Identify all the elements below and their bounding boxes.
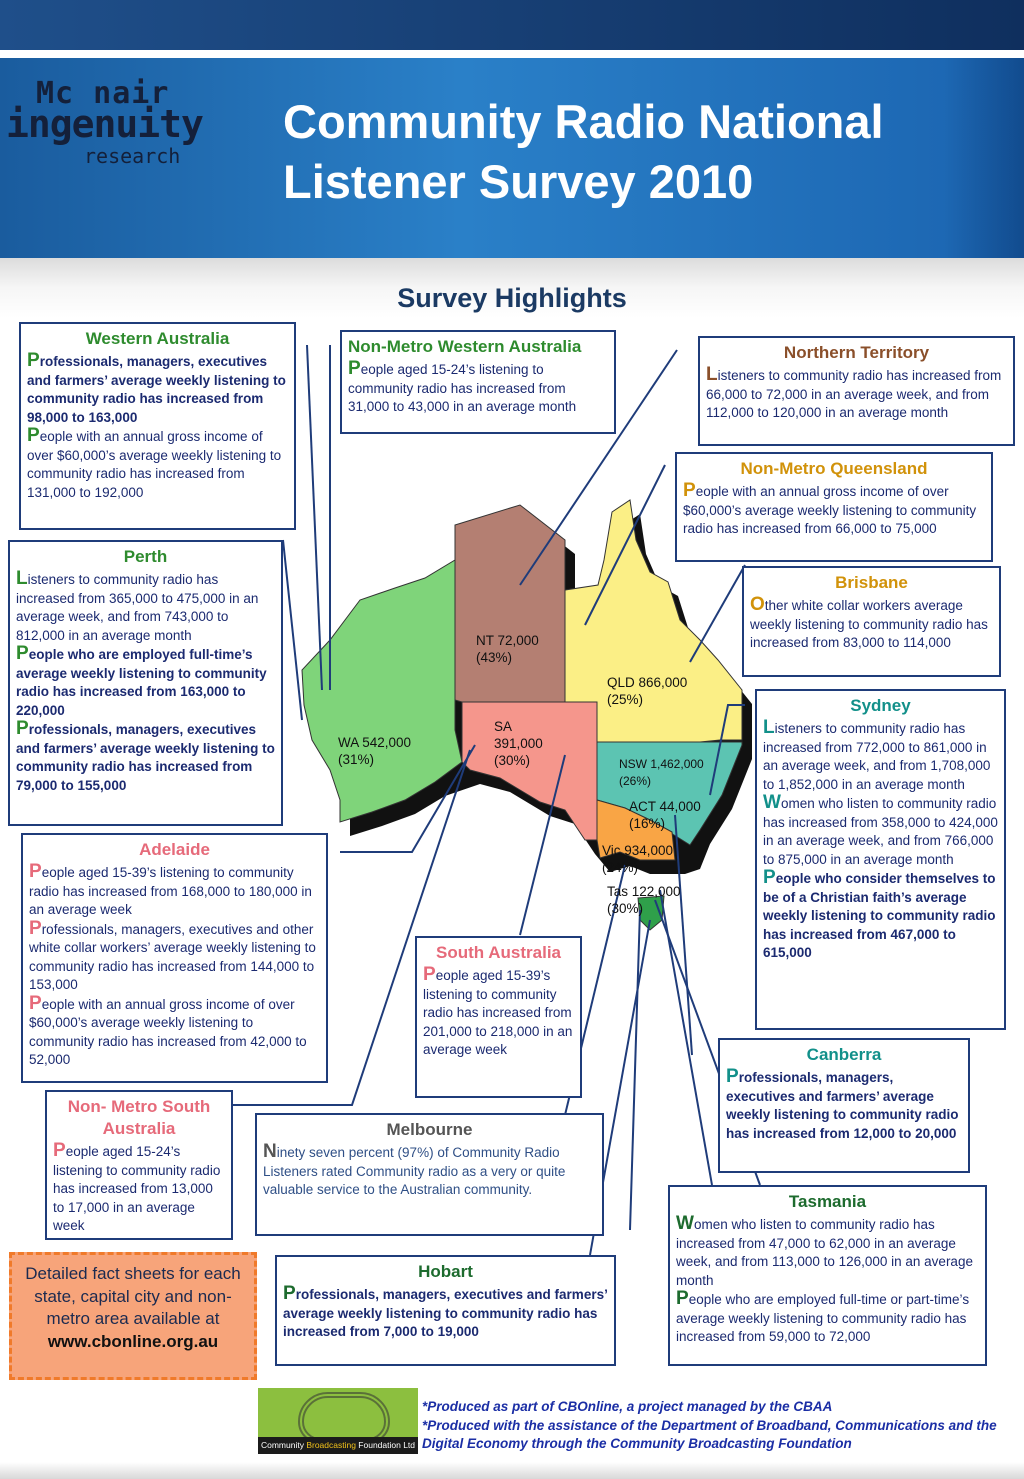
map-label-wa: WA 542,000 (31%) — [338, 735, 412, 767]
logo-line2: ingenuity — [6, 102, 203, 146]
box-western-australia — [19, 322, 296, 530]
box-non-metro-wa — [340, 330, 616, 434]
factsheet-callout — [9, 1252, 257, 1380]
box-paragraph: Listeners to community radio has increased from 365,000 to 475,000 in an average week, and from 743,000 to 812,000 in an average month — [16, 568, 259, 643]
cbf-logo-caption: Community Broadcasting Foundation Ltd — [258, 1437, 418, 1454]
box-title: Western Australia — [85, 329, 230, 348]
region-nt — [455, 505, 565, 702]
factsheet-text: Detailed fact sheets for each state, capital city and non-metro area available at — [25, 1264, 241, 1328]
box-paragraph: Professionals, managers, executives and farmers’ average weekly listening to community radio has increased from 12,000 to 20,000 — [726, 1066, 959, 1141]
box-paragraph: Women who listen to community radio has increased from 47,000 to 62,000 in an average week, and from 113,000 to 126,000 in an average month — [676, 1213, 973, 1288]
box-paragraph: People aged 15-39’s listening to community radio has increased from 201,000 to 218,000 in an average week — [423, 964, 573, 1057]
box-paragraph: People who consider themselves to be of a Christian faith’s average weekly listening to community radio has increased from 467,000 to 615,000 — [763, 867, 996, 960]
map-label-qld: QLD 866,000 (25%) — [607, 675, 688, 707]
box-title: Northern Territory — [783, 343, 930, 362]
map-label-vic: Vic 934,000 (24%) — [602, 843, 674, 875]
box-paragraph: Listeners to community radio has increased from 66,000 to 72,000 in an average week, and from 112,000 to 120,000 in an average month — [706, 364, 1002, 420]
box-paragraph: People with an annual gross income of over $60,000’s average weekly listening to community radio has increased from 131,000 to 192,000 — [27, 425, 282, 500]
box-sydney — [755, 689, 1006, 1030]
box-canberra — [718, 1038, 970, 1173]
box-paragraph: Professionals, managers, executives and farmers’ average weekly listening to community radio has increased from 98,000 to 163,000 — [27, 350, 286, 425]
box-paragraph: People with an annual gross income of over $60,000’s average weekly listening to community radio has increased from 42,000 to 52,000 — [29, 992, 307, 1067]
box-title: Tasmania — [788, 1192, 867, 1211]
box-title: Non-Metro Queensland — [740, 459, 928, 478]
title-line1: Community Radio National — [283, 95, 884, 148]
factsheet-link[interactable]: www.cbonline.org.au — [47, 1331, 219, 1351]
box-tasmania — [668, 1185, 987, 1366]
box-title: Hobart — [418, 1262, 473, 1281]
box-perth — [8, 540, 283, 826]
map-label-tas: Tas 122,000 (30%) — [607, 884, 681, 916]
logo-line1: Mc nair — [36, 76, 170, 111]
bottom-bar — [0, 1462, 1024, 1479]
box-paragraph: Professionals, managers, executives and farmers’ average weekly listening to community radio has increased from 7,000 to 19,000 — [283, 1283, 608, 1339]
box-paragraph: Other white collar workers average weekly listening to community radio has increased from 83,000 to 114,000 — [750, 594, 988, 650]
box-paragraph: Listeners to community radio has increased from 772,000 to 861,000 in an average week, and from 1,708,000 to 1,852,000 in an average month — [763, 717, 991, 792]
box-non-metro-qld — [675, 452, 993, 562]
footer-line1: *Produced as part of CBOnline, a project managed by the CBAA — [422, 1399, 833, 1414]
survey-highlights-heading: Survey Highlights — [397, 283, 627, 313]
box-paragraph: People aged 15-24’s listening to community radio has increased from 13,000 to 17,000 in an average week — [53, 1140, 221, 1233]
footer-line2: *Produced with the assistance of the Department of Broadband, Communications and the Digital Economy through the Community Broadcasting Foundation — [422, 1417, 997, 1451]
map-label-sa: SA 391,000 (30%) — [494, 719, 543, 768]
box-paragraph: Women who listen to community radio has increased from 358,000 to 424,000 in an average week, and from 766,000 to 875,000 in an average month — [763, 792, 998, 867]
map-label-nt: NT 72,000 (43%) — [476, 633, 539, 665]
box-paragraph: People aged 15-39’s listening to community radio has increased from 168,000 to 180,000 in an average week — [29, 861, 312, 917]
box-title: Non- Metro South Australia — [67, 1097, 211, 1138]
map-label-nsw: NSW 1,462,000 (26%) — [619, 757, 704, 788]
box-paragraph: People aged 15-24’s listening to community radio has increased from 31,000 to 43,000 in an average month — [348, 358, 577, 414]
box-title: Sydney — [850, 696, 911, 715]
box-title: Melbourne — [386, 1120, 473, 1139]
box-paragraph: Professionals, managers, executives and farmers’ average weekly listening to community radio has increased from 79,000 to 155,000 — [16, 718, 275, 793]
cbf-logo — [258, 1388, 418, 1454]
box-melbourne — [255, 1113, 604, 1236]
box-title: South Australia — [436, 943, 561, 962]
box-title: Non-Metro Western Australia — [348, 337, 582, 356]
title-line2: Listener Survey 2010 — [283, 155, 754, 209]
box-title: Adelaide — [139, 840, 210, 859]
box-brisbane — [742, 566, 1001, 677]
box-adelaide — [21, 833, 328, 1083]
footer-notes — [422, 1398, 1022, 1454]
map-label-act: ACT 44,000 (16%) — [629, 799, 701, 831]
box-title: Perth — [123, 547, 168, 566]
box-paragraph: People who are employed full-time’s average weekly listening to community radio has increased from 163,000 to 220,000 — [16, 643, 267, 718]
logo-line3: research — [84, 144, 181, 168]
box-northern-territory — [698, 336, 1015, 446]
box-paragraph: People who are employed full-time or part-time’s average weekly listening to community radio has increased from 59,000 to 72,000 — [676, 1288, 970, 1344]
box-title: Canberra — [806, 1045, 882, 1064]
box-hobart — [275, 1255, 616, 1366]
box-non-metro-sa — [45, 1090, 233, 1240]
box-paragraph: Professionals, managers, executives and other white collar workers’ average weekly listening to community radio has increased from 144,000 to 153,000 — [29, 917, 316, 992]
box-title: Brisbane — [835, 573, 908, 592]
box-paragraph: People with an annual gross income of over $60,000’s average weekly listening to community radio has increased from 66,000 to 75,000 — [683, 480, 977, 536]
box-south-australia — [415, 936, 582, 1098]
box-paragraph: Ninety seven percent (97%) of Community Radio Listeners rated Community radio as a very or quite valuable service to the Australian community. — [263, 1141, 566, 1197]
